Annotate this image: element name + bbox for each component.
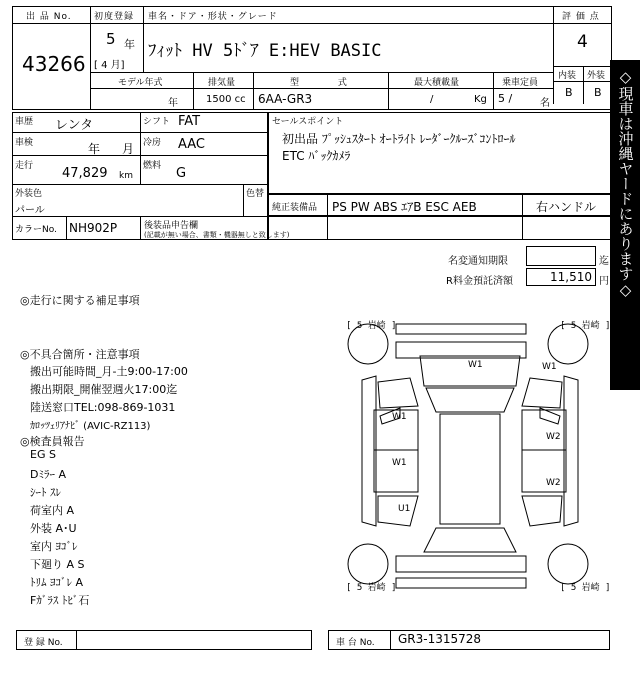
sales-label: セールスポイント xyxy=(272,117,344,127)
displacement-label: 排気量 xyxy=(208,78,236,88)
model-year-label: モデル年式 xyxy=(118,78,163,88)
inspector-line-9: Fｶﾞﾗｽ ﾄﾋﾞ石 xyxy=(30,594,90,607)
inspection-year: 年 xyxy=(88,142,101,156)
damage-mark: W2 xyxy=(546,478,561,488)
first-reg-year: 5 xyxy=(106,30,116,48)
shift: FAT xyxy=(178,114,201,129)
shift-label: シフト xyxy=(143,117,171,127)
name-label: 車名・ドア・形状・グレード xyxy=(148,12,278,22)
model-label: 型 式 xyxy=(290,78,365,88)
post-equip-label: 後装品申告欄 xyxy=(144,221,199,231)
ac-label: 冷房 xyxy=(143,138,162,148)
defects-title: ◎不具合箇所・注意事項 xyxy=(20,348,140,361)
deadline-unit: 迄 xyxy=(599,256,609,267)
inspector-line-1: EG S xyxy=(30,448,56,461)
deadline-label: 名変通知期限 xyxy=(448,256,508,267)
capacity-unit: 名 xyxy=(540,98,550,109)
defect-line-4: ｶﾛｯﾂｪﾘｱﾅﾋﾞ (AVIC-RZ113) xyxy=(30,421,151,432)
corner-label-top-left: [ 5 岩崎 ] xyxy=(346,321,397,331)
side-banner xyxy=(610,60,640,390)
chassis-no: GR3-1315728 xyxy=(398,632,482,646)
history-label: 車歴 xyxy=(15,117,34,127)
displacement: 1500 cc xyxy=(206,94,246,105)
supplement-title: ◎走行に関する補足事項 xyxy=(20,294,140,307)
inspector-line-4: 荷室内 A xyxy=(30,504,75,517)
mileage-label: 走行 xyxy=(15,161,34,171)
color: パール xyxy=(15,205,45,216)
first-reg-label: 初度登録 xyxy=(94,12,135,22)
damage-mark: W1 xyxy=(468,360,483,370)
post-equip-note: (記載が無い場合、書類・機器無しと致します) xyxy=(144,231,290,239)
inspector-line-6: 室内 ﾖｺﾞﾚ xyxy=(30,540,78,553)
recycle-unit: 円 xyxy=(599,276,609,287)
damage-mark: W2 xyxy=(546,432,561,442)
color-no: NH902P xyxy=(69,221,118,235)
inspection-label: 車検 xyxy=(15,138,34,148)
model: 6AA-GR3 xyxy=(258,92,313,106)
post-equip-row xyxy=(268,216,612,240)
first-reg-year-unit: 年 xyxy=(124,38,135,51)
car-name: ﾌｨｯﾄ HV 5ﾄﾞｱ E:HEV BASIC xyxy=(148,41,382,61)
reg-no-label: 登 録 No. xyxy=(24,638,63,648)
inspector-line-7: 下廻り A S xyxy=(30,558,85,571)
defect-line-3: 陸送窓口TEL:098-869-1031 xyxy=(30,401,176,414)
first-reg-month: [ 4 月] xyxy=(94,60,125,71)
lot-no-label: 出 品 No. xyxy=(26,12,72,22)
load-slash: / xyxy=(430,94,434,105)
steering: 右ハンドル xyxy=(536,200,597,214)
model-year-unit: 年 xyxy=(168,98,178,109)
inspector-title: ◎検査員報告 xyxy=(20,435,85,448)
damage-mark: U1 xyxy=(398,504,411,514)
sales-line-1: 初出品 ﾌﾟｯｼｭｽﾀｰﾄ ｵｰﾄﾗｲﾄ ﾚｰﾀﾞｰｸﾙｰｽﾞｺﾝﾄﾛｰﾙ xyxy=(282,132,516,146)
sales-line-2: ETC ﾊﾞｯｸｶﾒﾗ xyxy=(282,149,351,163)
capacity: 5 / xyxy=(498,92,513,105)
damage-mark: W1 xyxy=(392,412,407,422)
inspector-line-3: ｼｰﾄ ｽﾚ xyxy=(30,486,61,499)
chassis-label: 車 台 No. xyxy=(336,638,375,648)
inspector-line-2: Dﾐﾗｰ A xyxy=(30,468,66,481)
interior-label: 内装 xyxy=(558,71,577,81)
deadline-box xyxy=(526,246,596,266)
fuel: G xyxy=(176,166,187,181)
load-label: 最大積載量 xyxy=(414,78,460,88)
ac: AAC xyxy=(178,137,205,152)
damage-mark: W1 xyxy=(392,458,407,468)
mileage-unit: km xyxy=(119,171,133,181)
score-label: 評 価 点 xyxy=(562,12,600,22)
defect-line-2: 搬出期限_開催翌週火17:00迄 xyxy=(30,383,178,396)
load-unit: Kg xyxy=(474,94,487,105)
defect-line-1: 搬出可能時間_月-土9:00-17:00 xyxy=(30,365,188,378)
equipment-items: PS PW ABS ｴｱB ESC AEB xyxy=(332,200,477,214)
recycle: 11,510 xyxy=(550,270,592,284)
interior-grade: B xyxy=(565,86,573,99)
damage-mark: W1 xyxy=(542,362,557,372)
inspector-line-8: ﾄﾘﾑ ﾖｺﾞﾚ A xyxy=(30,576,84,589)
exterior-grade: B xyxy=(594,86,602,99)
lot-no: 43266 xyxy=(22,52,86,76)
recycle-label: R料金預託済額 xyxy=(446,276,513,287)
inspection-month: 月 xyxy=(122,142,135,156)
color-change-label: 色替 xyxy=(246,189,265,199)
history: レンタ xyxy=(55,118,94,133)
exterior-label: 外装 xyxy=(587,71,606,81)
equipment-label: 純正装備品 xyxy=(272,203,318,213)
corner-label-bottom-right: [ 5 岩崎 ] xyxy=(560,583,611,593)
mileage: 47,829 xyxy=(62,166,108,181)
score: 4 xyxy=(577,32,588,52)
corner-label-bottom-left: [ 5 岩崎 ] xyxy=(346,583,397,593)
inspector-line-5: 外装 A･U xyxy=(30,522,77,535)
color-no-label: カラーNo. xyxy=(15,225,57,235)
fuel-label: 燃料 xyxy=(143,161,162,171)
corner-label-top-right: [ 5 岩崎 ] xyxy=(560,321,611,331)
side-banner-text: ◇現車は沖縄ヤードにあります◇ xyxy=(616,68,635,299)
capacity-label: 乗車定員 xyxy=(502,78,539,88)
color-label: 外装色 xyxy=(15,189,43,199)
